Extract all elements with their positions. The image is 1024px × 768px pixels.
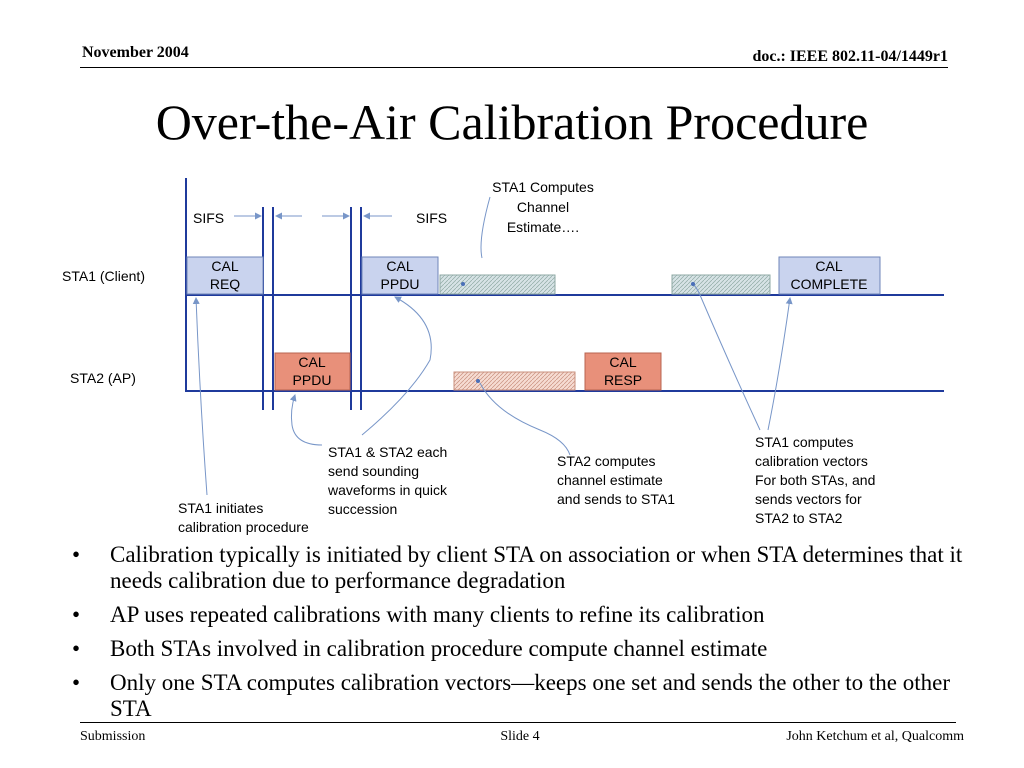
svg-text:CAL: CAL <box>211 258 239 274</box>
sifs-label-2: SIFS <box>416 210 448 226</box>
header-doc-id: doc.: IEEE 802.11-04/1449r1 <box>752 48 948 65</box>
svg-text:REQ: REQ <box>209 276 241 292</box>
cal-req-frame <box>187 257 263 294</box>
note-sounding <box>327 444 448 517</box>
svg-text:calibration procedure: calibration procedure <box>178 519 309 535</box>
svg-text:PPDU: PPDU <box>380 276 420 292</box>
svg-text:STA2 to STA2: STA2 to STA2 <box>755 510 843 526</box>
cal-ppdu-sta1-frame <box>362 257 438 294</box>
svg-text:RESP: RESP <box>603 372 643 388</box>
slide-title: Over-the-Air Calibration Procedure <box>155 94 869 150</box>
svg-text:CAL: CAL <box>298 354 326 370</box>
compute-note-line: Channel <box>516 199 570 215</box>
sta1-channel-estimate-block <box>440 275 555 294</box>
note-sta1-vectors <box>755 434 875 526</box>
svg-text:sends vectors for: sends vectors for <box>755 491 862 507</box>
bullet-list <box>70 542 970 730</box>
sta1-vector-compute-block <box>672 275 770 294</box>
svg-text:CAL: CAL <box>609 354 637 370</box>
footer-author: John Ketchum et al, Qualcomm <box>786 729 964 744</box>
note-sta2-computes <box>557 453 675 507</box>
svg-text:calibration vectors: calibration vectors <box>755 453 868 469</box>
sta2-label: STA2 (AP) <box>70 370 136 386</box>
bullet-item: • Calibration typically is initiated by client STA on association or when STA determines that it needs calibration due to performance degradation <box>72 542 963 593</box>
footer-submission: Submission <box>80 729 146 744</box>
compute-note-line: Estimate…. <box>506 219 580 235</box>
svg-text:send sounding: send sounding <box>328 463 420 479</box>
svg-text:PPDU: PPDU <box>292 372 332 388</box>
svg-text:waveforms in quick: waveforms in quick <box>328 482 448 498</box>
sta1-label: STA1 (Client) <box>62 268 145 284</box>
svg-text:STA1 initiates: STA1 initiates <box>178 500 264 516</box>
svg-text:For both STAs, and: For both STAs, and <box>755 472 876 488</box>
svg-text:STA1 & STA2 each: STA1 & STA2 each <box>328 444 448 460</box>
svg-text:succession: succession <box>328 501 398 517</box>
svg-text:COMPLETE: COMPLETE <box>790 276 868 292</box>
svg-text:CAL: CAL <box>815 258 843 274</box>
note-sta1-initiates <box>178 500 309 535</box>
cal-ppdu-sta2-frame <box>275 353 350 390</box>
cal-resp-frame <box>585 353 661 390</box>
svg-text:channel estimate: channel estimate <box>557 472 663 488</box>
cal-complete-frame <box>779 257 880 294</box>
svg-text:and sends to STA1: and sends to STA1 <box>557 491 676 507</box>
svg-text:STA2 computes: STA2 computes <box>557 453 656 469</box>
bullet-item: • Both STAs involved in calibration procedure compute channel estimate <box>72 636 768 661</box>
sta2-channel-estimate-block <box>454 372 575 390</box>
sifs-label-1: SIFS <box>193 210 225 226</box>
bullet-item: • AP uses repeated calibrations with many clients to refine its calibration <box>72 602 765 627</box>
svg-text:CAL: CAL <box>386 258 414 274</box>
bullet-item: • Only one STA computes calibration vectors—keeps one set and sends the other to the other STA <box>72 670 951 721</box>
svg-text:STA1 computes: STA1 computes <box>755 434 854 450</box>
footer-slide-number: Slide 4 <box>500 729 540 744</box>
footer-rule <box>80 722 956 723</box>
compute-note-line: STA1 Computes <box>492 179 594 195</box>
header-date: November 2004 <box>82 44 189 61</box>
